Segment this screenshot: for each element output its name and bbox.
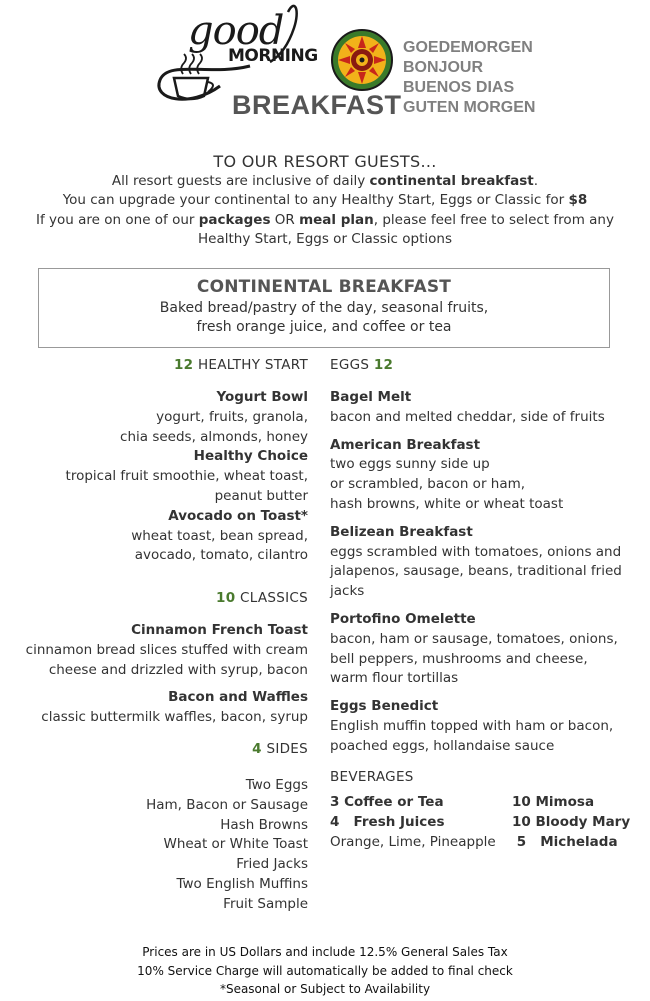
section-price: 10 [216,590,236,606]
footer-notes [0,943,650,999]
intro-text: , please feel free to select from any [373,211,614,228]
menu-item-desc: poached eggs, hollandaise sauce [330,737,555,754]
menu-item-desc: tropical fruit smoothie, wheat toast, [65,468,308,485]
classics-items [26,621,308,728]
footer-service-note: 10% Service Charge will automatically be added to final check [137,963,513,978]
intro-bold: packages [198,211,271,228]
section-title: CLASSICS [239,590,308,606]
intro-bold: meal plan [299,211,374,228]
intro-text: . [533,172,539,189]
beverage-item [512,793,630,813]
beverage-name: Coffee or Tea [344,794,444,810]
menu-item-desc: bell peppers, mushrooms and cheese, [330,650,588,667]
intro-bold: continental breakfast [369,172,534,189]
menu-item-desc: bacon, ham or sausage, tomatoes, onions, [330,630,618,647]
mandala-icon [330,28,394,96]
beverage-name: Fresh Juices [353,813,445,830]
section-price: 12 [173,357,194,373]
greeting-french: BONJOUR [403,59,484,76]
menu-item-desc: avocado, tomato, cilantro [134,547,308,564]
footer-tax-note: Prices are in US Dollars and include 12.5% General Sales Tax [142,945,508,959]
side-item: Two Eggs [245,777,308,793]
menu-item-name: Bagel Melt [330,389,412,405]
menu-item-desc: cheese and drizzled with syrup, bacon [48,661,308,678]
intro-heading: TO OUR RESORT GUESTS... [213,152,437,171]
menu-item-desc: cinnamon bread slices stuffed with cream [25,641,308,658]
beverage-price: 10 [512,794,531,810]
beverages-left [330,793,505,852]
side-item: Fried Jacks [236,856,308,873]
beverage-name: Mimosa [535,794,595,810]
intro-bold: $8 [568,192,588,208]
section-price: 4 [252,741,262,757]
side-item: Wheat or White Toast [163,836,308,853]
greeting-dutch: GOEDEMORGEN [403,39,533,56]
beverage-item [330,813,505,833]
continental-desc-line: Baked bread/pastry of the day, seasonal fruits, [159,300,489,316]
beverage-name: Michelada [540,833,618,850]
menu-item-desc: two eggs sunny side up [330,456,490,473]
menu-item-desc: peanut butter [214,487,308,504]
menu-item-desc: hash browns, white or wheat toast [330,495,564,512]
section-price: 12 [373,357,394,373]
menu-item-desc: eggs scrambled with tomatoes, onions and [330,543,622,560]
menu-item-name: Bacon and Waffles [168,689,308,706]
side-item: Hash Browns [220,816,308,833]
intro-line-4: Healthy Start, Eggs or Classic options [198,231,452,247]
eggs-items [330,388,622,757]
beverage-price: 5 [516,833,527,850]
continental-box [38,268,610,348]
beverages-right [512,793,630,852]
beverage-price: 10 [512,813,531,830]
menu-item-name: Belizean Breakfast [330,523,473,540]
greeting-spanish: BUENOS DIAS [403,79,515,96]
menu-item-name: Cinnamon French Toast [131,622,308,638]
intro-text: You can upgrade your continental to any Healthy Start, Eggs or Classic for [62,192,569,208]
juice-options: Orange, Lime, Pineapple [330,833,496,850]
menu-item-desc: classic buttermilk waffles, bacon, syrup [41,709,308,726]
section-title: HEALTHY START [197,357,308,373]
greetings-list [403,38,535,118]
menu-item-name: Eggs Benedict [330,698,439,715]
menu-item-desc: or scrambled, bacon or ham, [330,476,526,493]
logo-good-text: good [188,8,284,54]
menu-item-name: Healthy Choice [193,448,308,465]
section-title: EGGS [330,357,370,373]
intro-text: If you are on one of our [36,211,199,228]
beverage-item [512,813,630,833]
menu-item-desc: wheat toast, bean spread, [131,527,308,544]
intro-text: OR [270,211,300,228]
logo-morning-text: MORNING [228,46,318,66]
beverage-name: Bloody Mary [535,813,631,830]
menu-item-desc: bacon and melted cheddar, side of fruits [330,408,605,425]
classics-heading [216,589,308,609]
beverage-item [330,793,505,813]
menu-item-name: Avocado on Toast* [168,507,308,524]
side-item: Fruit Sample [223,895,308,912]
side-item: Two English Muffins [176,875,308,892]
menu-item-name: Yogurt Bowl [216,389,308,405]
continental-title: CONTINENTAL BREAKFAST [196,277,452,297]
continental-description [39,299,609,337]
healthy-start-heading [174,356,308,376]
menu-item-name: Portofino Omelette [330,610,476,627]
footer-availability-note: *Seasonal or Subject to Availability [219,982,431,996]
side-item: Ham, Bacon or Sausage [146,796,308,813]
beverage-price: 4 [330,813,340,830]
menu-item-desc: yogurt, fruits, granola, [156,408,308,425]
beverages-heading: BEVERAGES [330,769,414,785]
menu-item-desc: jacks [330,583,365,600]
intro-line-3 [0,211,650,231]
eggs-heading [330,356,393,376]
intro-line-2 [0,191,650,211]
menu-item-desc: chia seeds, almonds, honey [120,428,308,445]
sides-items [146,776,308,915]
healthy-start-items [66,388,308,566]
sides-heading [252,740,308,760]
intro-text: All resort guests are inclusive of daily [111,172,370,189]
section-title: SIDES [266,741,308,757]
menu-item-desc: warm flour tortillas [330,670,459,687]
menu-item-desc: jalapenos, sausage, beans, traditional fried [330,563,622,580]
menu-item-desc: English muffin topped with ham or bacon, [330,717,614,734]
beverage-item [512,833,630,853]
intro-section [0,152,650,250]
menu-item-name: American Breakfast [330,436,481,453]
intro-line-1 [0,172,650,192]
greeting-german: GUTEN MORGEN [403,99,536,116]
beverage-price: 3 [330,794,340,810]
continental-desc-line: fresh orange juice, and coffee or tea [196,319,452,335]
page-title: BREAKFAST [232,90,402,120]
